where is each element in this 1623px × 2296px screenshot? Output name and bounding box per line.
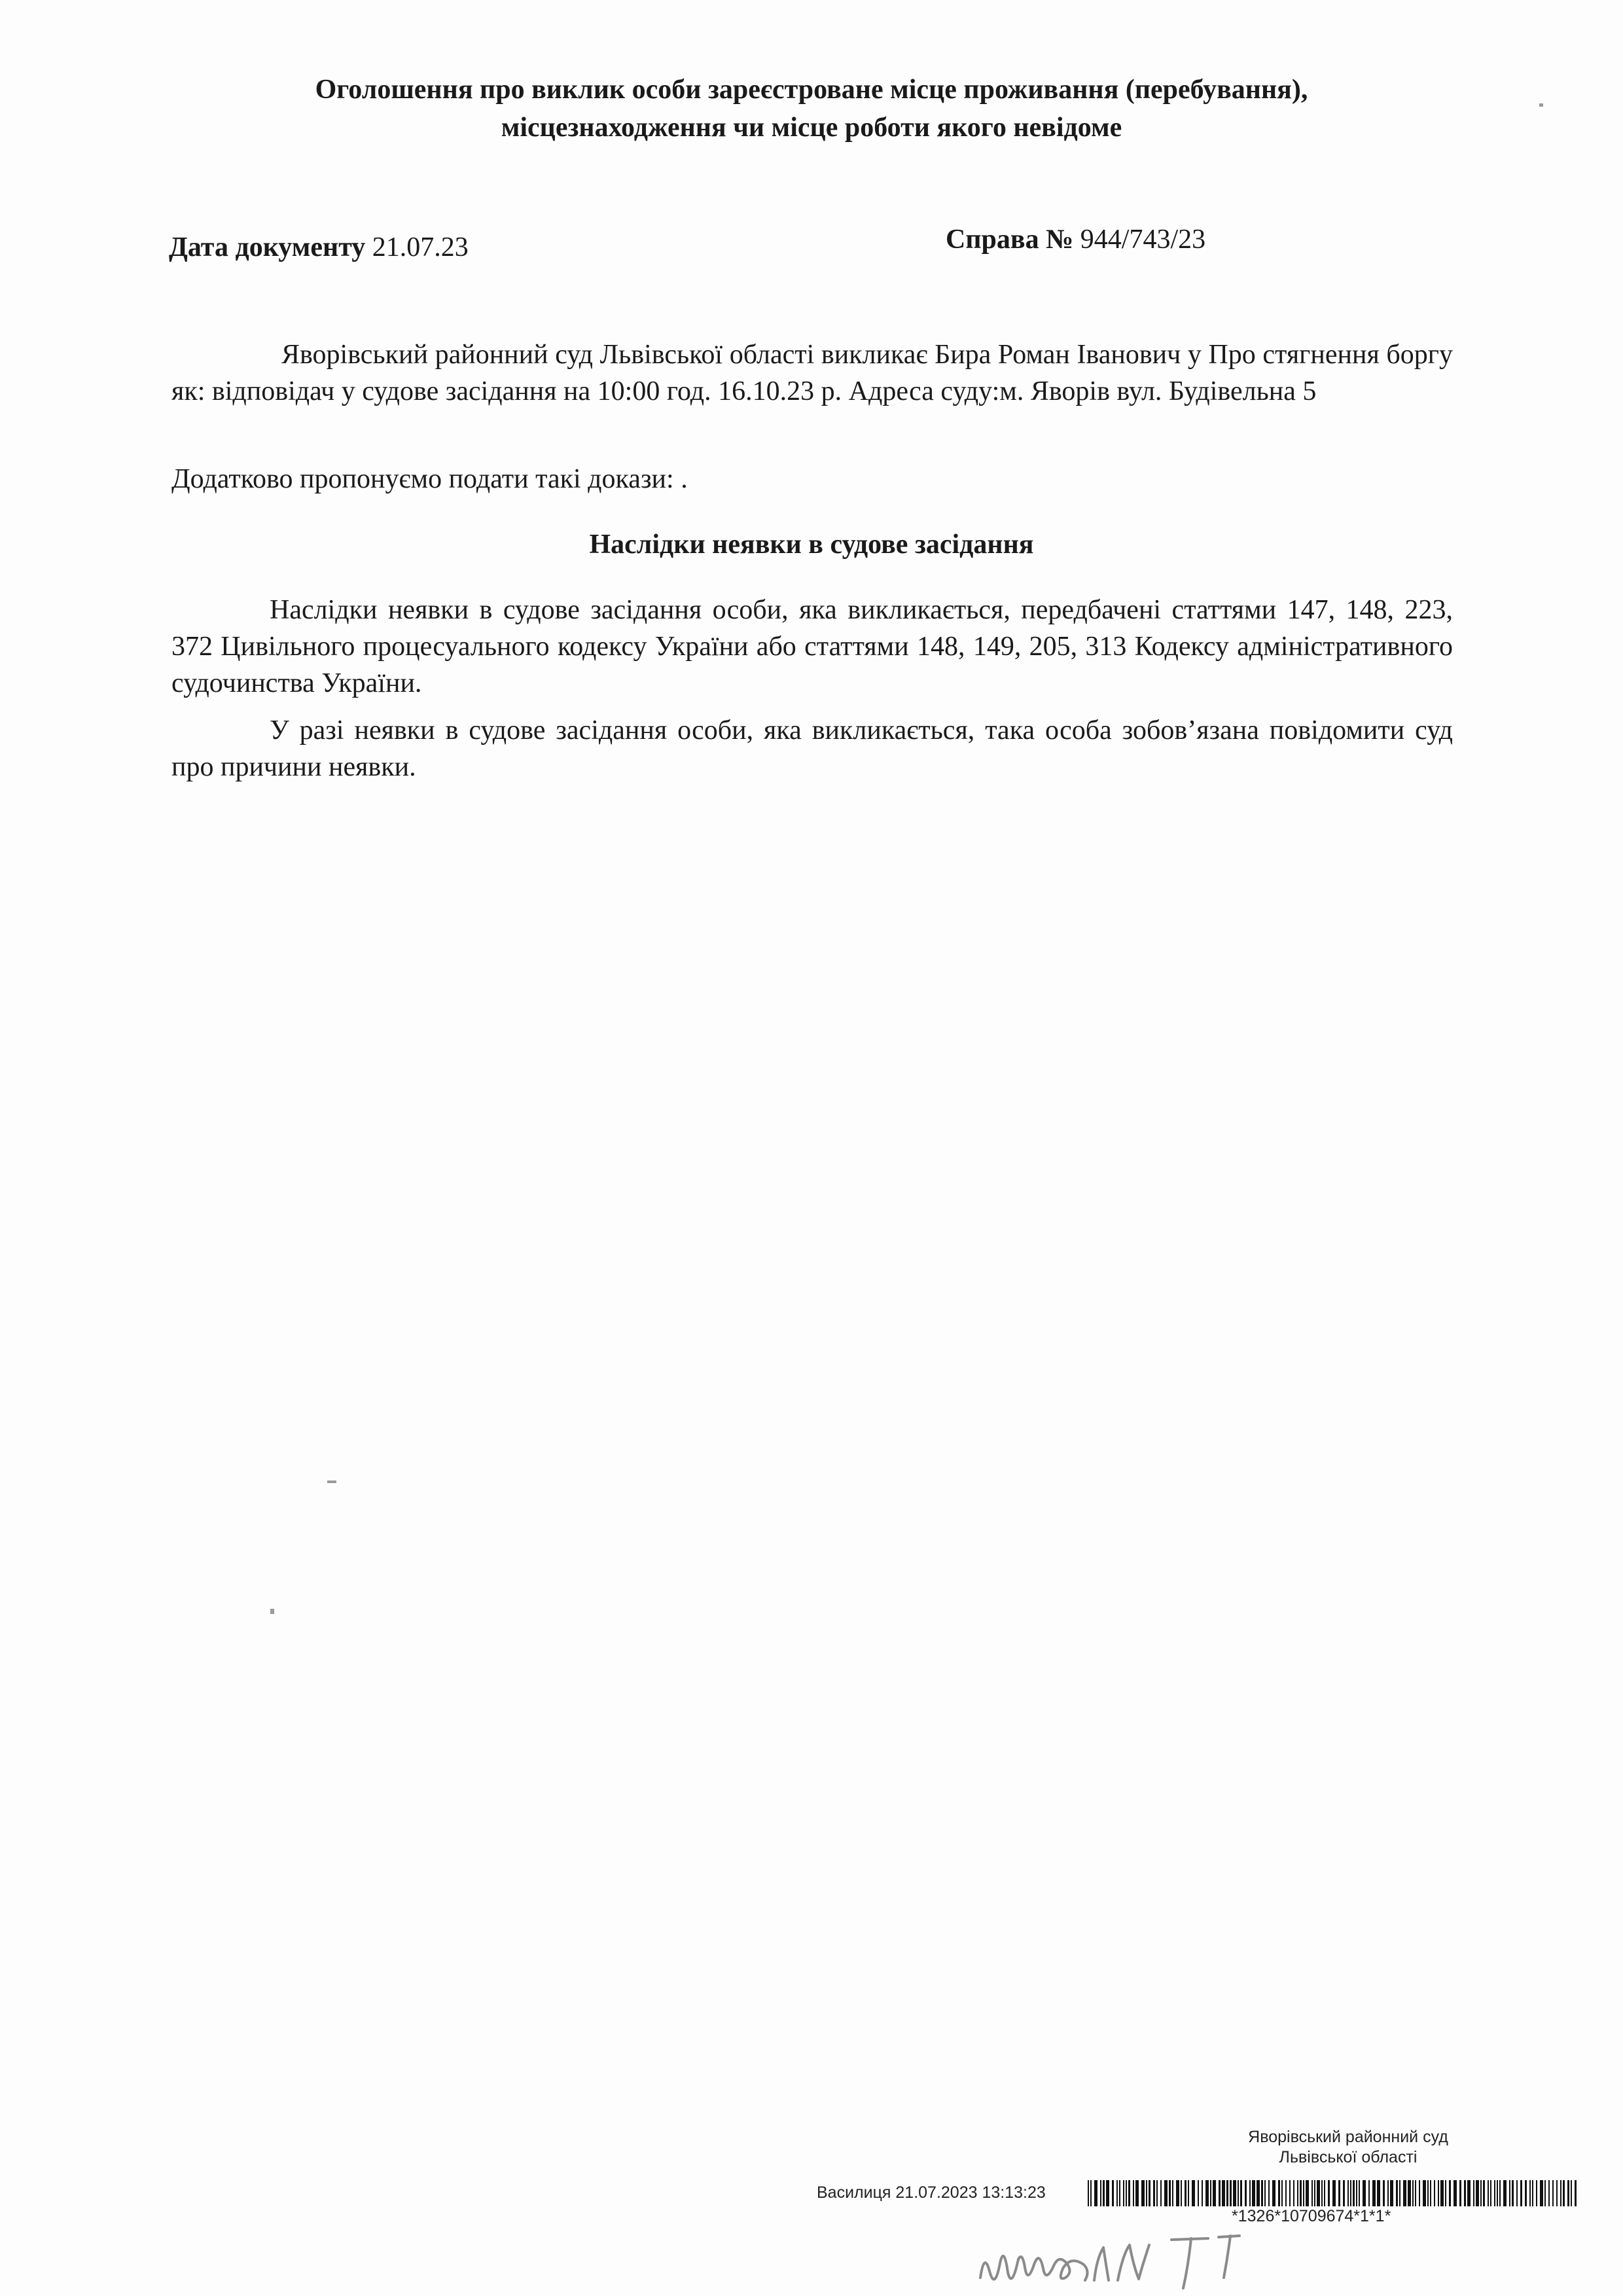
- barcode-bar: [1399, 2180, 1400, 2206]
- barcode-bar: [1169, 2180, 1171, 2206]
- barcode-bar: [1563, 2180, 1565, 2206]
- barcode-bar: [1126, 2180, 1127, 2206]
- barcode-bar: [1415, 2180, 1416, 2206]
- date-value: 21.07.23: [372, 232, 469, 262]
- evidence-paragraph: Додатково пропонуємо подати такі докази: .: [171, 464, 688, 494]
- barcode-bar: [1164, 2180, 1168, 2206]
- barcode-bar: [1293, 2180, 1294, 2206]
- barcode-bar: [1185, 2180, 1186, 2206]
- barcode-bar: [1261, 2180, 1263, 2206]
- barcode-bar: [1494, 2180, 1495, 2206]
- barcode-bar: [1198, 2180, 1199, 2206]
- barcode-bar: [1230, 2180, 1232, 2206]
- barcode-bar: [1403, 2180, 1406, 2206]
- barcode-bar: [1473, 2180, 1474, 2206]
- court-stamp-line-1: Яворівський районний суд: [1248, 2128, 1448, 2146]
- barcode-bar: [1116, 2180, 1118, 2206]
- barcode-bar: [1249, 2180, 1251, 2206]
- barcode-bar: [1571, 2180, 1572, 2206]
- barcode-bar: [1222, 2180, 1225, 2206]
- barcode-bar: [1226, 2180, 1228, 2206]
- title-line-2: місцезнаходження чи місце роботи якого невідоме: [501, 113, 1122, 143]
- barcode-bar: [1188, 2180, 1189, 2206]
- barcode-bar: [1297, 2180, 1298, 2206]
- barcode-bar: [1440, 2180, 1444, 2206]
- barcode-bar: [1100, 2180, 1101, 2206]
- barcode-bar: [1135, 2180, 1139, 2206]
- barcode-bar: [1317, 2180, 1320, 2206]
- barcode-bar: [1268, 2180, 1270, 2206]
- barcode-bar: [1119, 2180, 1120, 2206]
- barcode-bar: [1257, 2180, 1260, 2206]
- barcode-bar: [1445, 2180, 1446, 2206]
- barcode-bar: [1430, 2180, 1431, 2206]
- barcode-bar: [1133, 2180, 1134, 2206]
- barcode-bar: [1552, 2180, 1554, 2206]
- barcode-bar: [1353, 2180, 1355, 2206]
- barcode-bar: [1213, 2180, 1216, 2206]
- date-label: Дата документу: [169, 232, 366, 262]
- document-title: [170, 71, 1453, 147]
- barcode-bar: [1172, 2180, 1173, 2206]
- court-stamp-line-2: Львівської області: [1279, 2148, 1418, 2166]
- case-value: 944/743/23: [1080, 224, 1206, 255]
- barcode-bar: [1343, 2180, 1345, 2206]
- barcode-bar: [1387, 2180, 1389, 2206]
- barcode-bar: [1488, 2180, 1489, 2206]
- barcode-bar: [1412, 2180, 1414, 2206]
- barcode-bar: [1285, 2180, 1287, 2206]
- barcode-bar: [1094, 2180, 1097, 2206]
- barcode-bar: [1377, 2180, 1380, 2206]
- document-date: [169, 232, 469, 263]
- barcode-bar: [1128, 2180, 1130, 2206]
- barcode-bar: [1350, 2180, 1351, 2206]
- barcode-bar: [1548, 2180, 1550, 2206]
- barcode-bar: [1141, 2180, 1145, 2206]
- case-label: Справа №: [946, 224, 1074, 255]
- barcode-bar: [1449, 2180, 1451, 2206]
- barcode-bar: [1567, 2180, 1569, 2206]
- barcode-bar: [1252, 2180, 1255, 2206]
- barcode-bar: [1347, 2180, 1349, 2206]
- barcode-bar: [1356, 2180, 1357, 2206]
- barcode-bar: [1332, 2180, 1336, 2206]
- consequences-text: Наслідки неявки в судове засідання особи, яка викликається, передбачені статтями 147, 148, 223, 372 Цивільного процесуального кодексу України або статтями 148, 149, 205, 313 Кодексу адміністративного судочинства України.: [171, 595, 1453, 698]
- summons-paragraph: [171, 336, 1453, 410]
- barcode-bar: [1233, 2180, 1236, 2206]
- barcode-bar: [1264, 2180, 1266, 2206]
- barcode-bar: [1240, 2180, 1242, 2206]
- barcode-bar: [1090, 2180, 1092, 2206]
- barcode-bar: [1490, 2180, 1491, 2206]
- barcode-bar: [1512, 2180, 1514, 2206]
- barcode-bar: [1396, 2180, 1398, 2206]
- consequences-paragraph: [171, 592, 1453, 702]
- barcode-bar: [1476, 2180, 1479, 2206]
- barcode-bar: [1153, 2180, 1155, 2206]
- barcode-bar: [1338, 2180, 1340, 2206]
- barcode-bar: [1146, 2180, 1147, 2206]
- obligation-paragraph: [171, 712, 1453, 785]
- barcode-bar: [1314, 2180, 1315, 2206]
- barcode-bar: [1467, 2180, 1471, 2206]
- barcode-bar: [1278, 2180, 1280, 2206]
- barcode-bar: [1106, 2180, 1109, 2206]
- barcode-bar: [1525, 2180, 1527, 2206]
- barcode-bar: [1459, 2180, 1461, 2206]
- barcode-bar: [1219, 2180, 1221, 2206]
- handwritten-signature: [975, 2225, 1250, 2296]
- barcode-bar: [1556, 2180, 1558, 2206]
- barcode-bar: [1536, 2180, 1537, 2206]
- barcode-bar: [1509, 2180, 1510, 2206]
- barcode-bar: [1532, 2180, 1533, 2206]
- barcode-bar: [1300, 2180, 1302, 2206]
- summons-text: Яворівський районний суд Львівської області викликає Бира Роман Іванович у Про стягнення боргу як: відповідач у судове засідання на 10:00 год. 16.10.23 р. Адреса суду:м. Яворів вул. Будівельна 5: [171, 340, 1453, 406]
- barcode-bar: [1464, 2180, 1466, 2206]
- section-title: Наслідки неявки в судове засідання: [589, 529, 1034, 560]
- court-stamp: [1178, 2127, 1518, 2168]
- barcode-bar: [1480, 2180, 1482, 2206]
- barcode-bar: [1434, 2180, 1435, 2206]
- barcode-bar: [1520, 2180, 1522, 2206]
- barcode-bar: [1210, 2180, 1211, 2206]
- barcode-bar: [1454, 2180, 1457, 2206]
- barcode-bar: [1419, 2180, 1420, 2206]
- barcode-bar: [1123, 2180, 1124, 2206]
- scan-speck: [1539, 103, 1543, 107]
- barcode-bar: [1503, 2180, 1507, 2206]
- barcode-bar: [1149, 2180, 1150, 2206]
- barcode-bar: [1497, 2180, 1498, 2206]
- barcode-bar: [1272, 2180, 1275, 2206]
- barcode-bar: [1289, 2180, 1291, 2206]
- barcode-bar: [1176, 2180, 1179, 2206]
- barcode-bar: [1483, 2180, 1485, 2206]
- barcode-bar: [1112, 2180, 1114, 2206]
- barcode-bar: [1103, 2180, 1105, 2206]
- barcode-bar: [1529, 2180, 1531, 2206]
- barcode-bar: [1390, 2180, 1393, 2206]
- barcode-bar: [1306, 2180, 1309, 2206]
- scan-speck: [327, 1480, 336, 1483]
- barcode-bar: [1544, 2180, 1546, 2206]
- barcode-bar: [1321, 2180, 1323, 2206]
- registry-timestamp: Василиця 21.07.2023 13:13:23: [817, 2183, 1046, 2202]
- barcode-bar: [1438, 2180, 1439, 2206]
- barcode-bar: [1427, 2180, 1429, 2206]
- barcode-bar: [1238, 2180, 1239, 2206]
- barcode-bar: [1499, 2180, 1501, 2206]
- barcode: [1088, 2180, 1580, 2206]
- barcode-bar: [1363, 2180, 1366, 2206]
- barcode-bar: [1245, 2180, 1247, 2206]
- scan-speck: [270, 1609, 274, 1614]
- barcode-bar: [1192, 2180, 1195, 2206]
- barcode-bar: [1088, 2180, 1089, 2206]
- barcode-bar: [1560, 2180, 1561, 2206]
- barcode-bar: [1160, 2180, 1162, 2206]
- barcode-bar: [1303, 2180, 1304, 2206]
- barcode-bar: [1372, 2180, 1376, 2206]
- obligation-text: У разі неявки в судове засідання особи, яка викликається, така особа зобов’язана повідомити суд про причини неявки.: [171, 715, 1453, 782]
- barcode-bar: [1324, 2180, 1325, 2206]
- barcode-number: *1326*10709674*1*1*: [1232, 2207, 1391, 2225]
- barcode-bar: [1359, 2180, 1360, 2206]
- barcode-bar: [1575, 2180, 1577, 2206]
- case-number: [946, 224, 1205, 255]
- barcode-bar: [1156, 2180, 1158, 2206]
- barcode-bar: [1368, 2180, 1370, 2206]
- barcode-bar: [1383, 2180, 1385, 2206]
- barcode-bar: [1181, 2180, 1182, 2206]
- barcode-bar: [1205, 2180, 1209, 2206]
- barcode-bar: [1281, 2180, 1283, 2206]
- barcode-bar: [1516, 2180, 1518, 2206]
- barcode-bar: [1423, 2180, 1426, 2206]
- barcode-bar: [1311, 2180, 1313, 2206]
- barcode-bar: [1328, 2180, 1330, 2206]
- barcode-bar: [1408, 2180, 1411, 2206]
- title-line-1: Оголошення про виклик особи зареєстроване місце проживання (перебування),: [315, 75, 1308, 105]
- barcode-bar: [1540, 2180, 1543, 2206]
- barcode-bar: [1202, 2180, 1203, 2206]
